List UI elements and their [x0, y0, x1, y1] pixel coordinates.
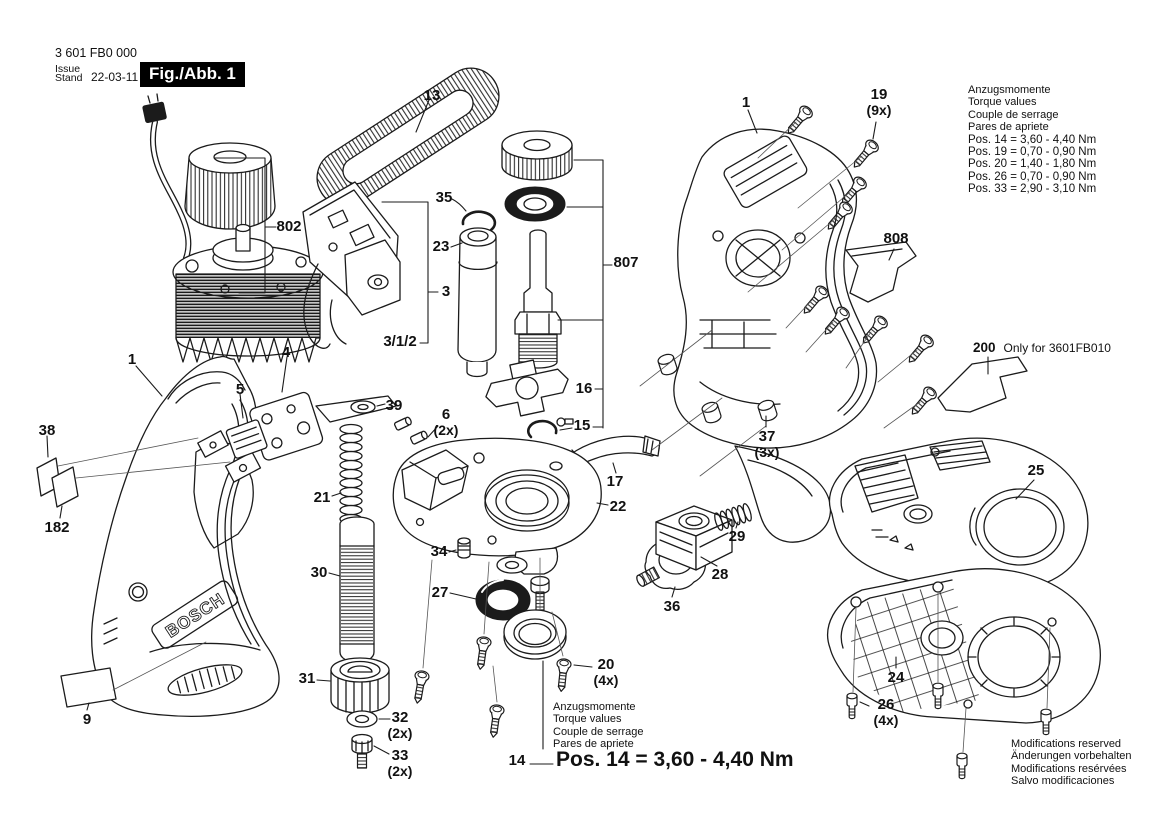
part-callout-17-24: 17 [606, 473, 624, 490]
issue-stand-label [55, 65, 82, 83]
torque-position-value: Pos. 26 = 0,70 - 0,90 Nm [968, 170, 1097, 183]
part-callout-27-16: 27 [431, 584, 449, 601]
modifications-note-line: Modifications resérvées [1011, 762, 1127, 775]
part-callout-32-18: 32 (2x) [387, 709, 413, 741]
part-callout-312-6: 3/1/2 [383, 333, 417, 350]
torque-position-value: Pos. 33 = 2,90 - 3,10 Nm [968, 183, 1097, 196]
part-callout-38-9: 38 [38, 422, 56, 439]
figure-title-plate: Fig./Abb. 1 [140, 62, 245, 87]
variant-note-number: 200 [973, 340, 996, 355]
part-callout-36-28: 36 [663, 598, 681, 615]
electronics-module-drawing [303, 182, 438, 348]
retaining-ring-drawing [452, 199, 495, 230]
part-callout-37-31: 37 (3x) [754, 428, 780, 460]
part-callout-808-34: 808 [883, 230, 909, 247]
torque-heading-line: Torque values [968, 96, 1037, 109]
part-callout-21-13: 21 [313, 489, 331, 506]
torque-heading-line: Torque values [553, 713, 622, 726]
part-callout-25-35: 25 [1027, 462, 1045, 479]
cable-connector [143, 102, 167, 123]
part-callout-31-17: 31 [298, 670, 316, 687]
part-callout-3-5: 3 [441, 283, 451, 300]
torque-heading-line: Couple de serrage [968, 108, 1059, 121]
torque-position-value: Pos. 20 = 1,40 - 1,80 Nm [968, 158, 1097, 171]
torque-heading-line: Anzugsmomente [553, 701, 636, 713]
top-plate-drawing [830, 438, 1088, 588]
column-drawing [451, 228, 497, 377]
part-callout-30-14: 30 [310, 564, 328, 581]
torque-heading-line: Pares de apriete [553, 738, 634, 751]
part-callout-6-12: 6 (2x) [433, 406, 459, 438]
variant-note-text: Only for 3601FB010 [1003, 341, 1111, 355]
part-callout-35-3: 35 [435, 189, 453, 206]
torque-values-note-bottom [553, 701, 644, 751]
part-callout-19-33: 19 (9x) [866, 86, 892, 118]
stand-label: Stand [55, 72, 83, 84]
document-part-number: 3 601 FB0 000 [55, 46, 138, 60]
modifications-note-line: Salvo modificaciones [1011, 775, 1115, 788]
part-callout-33-19: 33 (2x) [387, 747, 413, 779]
part-callout-24-36: 24 [887, 669, 905, 686]
base-casting-drawing [393, 438, 608, 574]
issue-date: 22-03-11 [91, 70, 139, 84]
part-callout-802-1: 802 [276, 218, 302, 235]
modifications-note-line: Änderungen vorbehalten [1011, 750, 1132, 763]
part-callout-34-15: 34 [430, 543, 448, 560]
depth-adjust-drawing [635, 503, 753, 597]
part-callout-9-20: 9 [82, 711, 92, 728]
part-callout-1-32: 1 [741, 94, 751, 111]
torque-values-note-top [968, 84, 1096, 196]
knob-31-drawing [317, 658, 390, 768]
part-callout-23-4: 23 [432, 238, 450, 255]
part-callout-5-8: 5 [235, 381, 245, 398]
part-callout-4-7: 4 [281, 344, 291, 361]
spindle-lock-plate-drawing [481, 354, 574, 422]
modifications-note [1011, 738, 1131, 788]
torque-heading-line: Anzugsmomente [968, 84, 1051, 96]
modifications-note-line: Modifications reserved [1011, 738, 1122, 750]
part-callout-29-29: 29 [728, 528, 746, 545]
torque-heading-line: Pares de apriete [968, 121, 1049, 134]
part-callout-14-26: 14 [508, 752, 526, 769]
part-callout-15-22: 15 [573, 417, 591, 434]
part-callout-1-0: 1 [127, 351, 137, 368]
part-callout-26-37: 26 (4x) [873, 696, 899, 728]
clamping-nut-drawing [504, 610, 566, 659]
part-callout-28-30: 28 [711, 566, 729, 583]
part-callout-807-23: 807 [613, 254, 639, 271]
part-callout-16-21: 16 [575, 380, 593, 397]
torque-heading-line: Couple de serrage [553, 725, 644, 738]
variant-note-200 [973, 340, 1111, 355]
cover-808-drawing [846, 242, 916, 302]
torque-position-value: Pos. 19 = 0,70 - 0,90 Nm [968, 146, 1097, 159]
part-callout-20-27: 20 (4x) [593, 656, 619, 688]
part-callout-13-2: 13 [423, 87, 441, 104]
template-200-drawing [938, 357, 1027, 412]
torque-pos14-value: Pos. 14 = 3,60 - 4,40 Nm [556, 748, 794, 771]
torque-position-value: Pos. 14 = 3,60 - 4,40 Nm [968, 133, 1097, 146]
issue-label: Issue [55, 63, 81, 75]
part-callout-182-10: 182 [44, 519, 70, 536]
bosch-logo-text: BOSCH [162, 589, 229, 642]
part-callout-22-25: 22 [609, 498, 627, 515]
part-callout-39-11: 39 [385, 397, 403, 414]
retaining-ring-15-drawing [528, 418, 573, 437]
